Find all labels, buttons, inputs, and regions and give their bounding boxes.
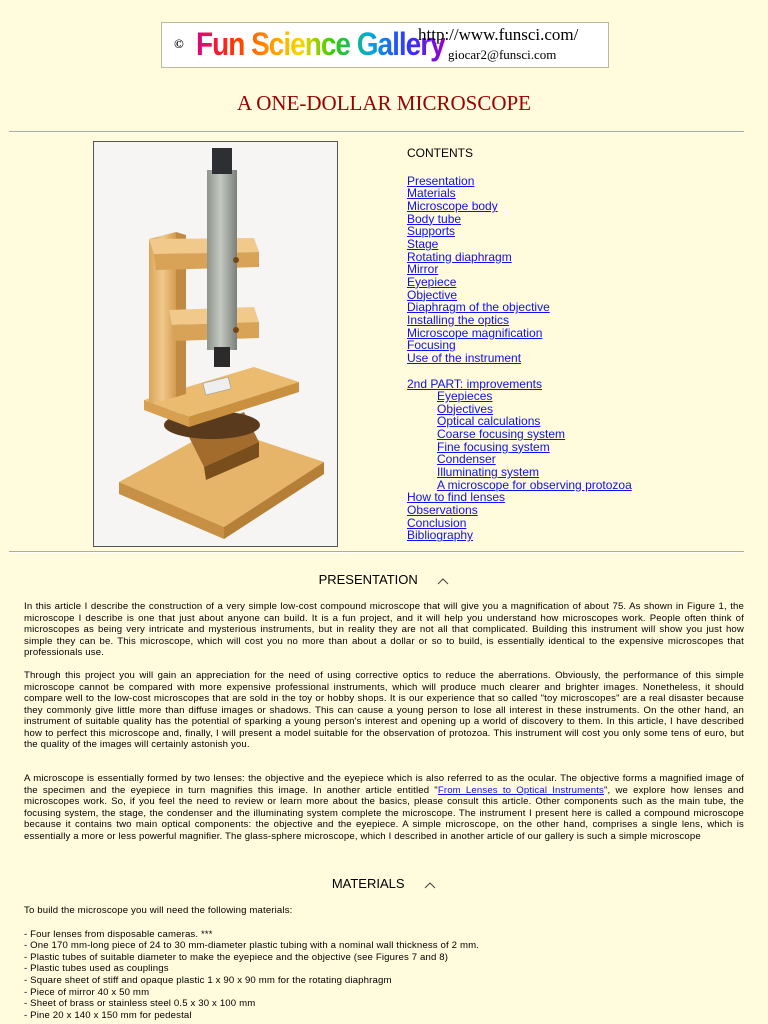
list-item: - Sheet of brass or stainless steel 0.5 x 30 x 100 mm — [24, 998, 256, 1010]
list-spacer — [24, 917, 744, 929]
site-banner[interactable] — [161, 22, 609, 68]
toc-sublink[interactable]: Optical calculations — [437, 414, 541, 429]
list-item: - Four lenses from disposable cameras. *** — [24, 928, 213, 940]
materials-list — [24, 905, 744, 1021]
toc-link-part2[interactable]: 2nd PART: improvements — [407, 376, 542, 391]
site-email: giocar2@funsci.com — [448, 47, 557, 62]
toc-link[interactable]: Focusing — [407, 338, 456, 353]
toc-link[interactable]: Installing the optics — [407, 312, 510, 327]
toc-link[interactable]: Supports — [407, 224, 456, 239]
divider — [9, 131, 744, 133]
toc-sublink[interactable]: A microscope for observing protozoa — [437, 477, 632, 492]
materials-heading-text: MATERIALS — [331, 876, 405, 891]
materials-heading — [0, 876, 768, 891]
presentation-heading-text: PRESENTATION — [318, 572, 418, 587]
toc-link[interactable]: How to find lenses — [407, 490, 506, 505]
toc-link[interactable]: Mirror — [407, 262, 439, 277]
toc-link[interactable]: Objective — [407, 287, 458, 302]
lenses-article-link[interactable]: From Lenses to Optical Instruments — [437, 784, 604, 796]
microscope-photo — [93, 141, 338, 547]
page-title: A ONE-DOLLAR MICROSCOPE — [236, 91, 532, 115]
presentation-paragraph-2: Through this project you will gain an appreciation for the need of using corrective optics to reduce the aberrations. Obviously, the performance of this simple microscope cannot be compared with more expensive professional instruments, which will produce much clearer and brighter images. Nonetheless, it should compare well to the low-cost microscopes that are sold in the toy or hobby shops. It is our experience that so called "toy microscopes" are a real disaster because they commonly give little more than diffuse images or shadows. This can cause a young person to lose all interest in these instruments. On the other hand, an instrument of suitable quality has the potential of sparking a young person's interest and opening up a world of discovery to them. In this article, I have described how to perfect this microscope and, finally, I will present a model suitable for the observation of protozoa. This instrument will cost you only some tens of euro, but the quality of the images will certainly astonish you. — [24, 670, 744, 750]
toc-spacer — [407, 365, 632, 378]
list-item: - Pine 20 x 140 x 150 mm for pedestal — [24, 1009, 192, 1021]
table-of-contents — [407, 147, 632, 542]
toc-sublink[interactable]: Condenser — [437, 452, 496, 467]
site-url: http://www.funsci.com/ — [418, 25, 579, 44]
back-to-top-icon[interactable] — [437, 577, 449, 585]
toc-link[interactable]: Bibliography — [407, 528, 474, 543]
list-item: - Plastic tubes used as couplings — [24, 963, 169, 975]
toc-link[interactable]: Body tube — [407, 211, 462, 226]
toc-link[interactable]: Microscope body — [407, 198, 498, 213]
list-item: - Piece of mirror 40 x 50 mm — [24, 986, 150, 998]
toc-sublink[interactable]: Illuminating system — [437, 465, 540, 480]
toc-link[interactable]: Rotating diaphragm — [407, 249, 512, 264]
toc-link[interactable]: Microscope magnification — [407, 325, 543, 340]
list-item: - Plastic tubes of suitable diameter to make the eyepiece and the objective (see Figures 7 and 8) — [24, 951, 449, 963]
presentation-paragraph-3 — [24, 773, 744, 842]
toc-link[interactable]: Materials — [407, 186, 456, 201]
list-item: - Square sheet of stiff and opaque plastic 1 x 90 x 90 mm for the rotating diaphragm — [24, 974, 392, 986]
toc-link[interactable]: Conclusion — [407, 515, 467, 530]
toc-link[interactable]: Use of the instrument — [407, 350, 522, 365]
paragraph-text: A microscope is essentially formed by two lenses: the objective and the eyepiece which is also referred to as the ocular. The objective forms a magnified image of the specimen and the eyepiece in turn magnifies this image. In another article entitled " — [24, 773, 744, 796]
copyright-symbol: © — [174, 36, 184, 51]
toc-link[interactable]: Observations — [407, 503, 478, 518]
toc-link[interactable]: Diaphragm of the objective — [407, 300, 550, 315]
toc-link[interactable]: Presentation — [407, 173, 475, 188]
contents-title: CONTENTS — [407, 146, 473, 160]
presentation-heading — [0, 572, 768, 587]
list-item: - One 170 mm-long piece of 24 to 30 mm-diameter plastic tubing with a nominal wall thickness of 2 mm. — [24, 940, 480, 952]
presentation-paragraph-1: In this article I describe the construction of a very simple low-cost compound microscope that will give you a magnification of about 75. As shown in Figure 1, the microscope I describe is one that just about anyone can build. It is a fun project, and it will help you understand how microscopes work. People often think of microscopes as being very intricate and mysterious instruments, but in reality they are not all that complicated. Building this instrument will show you just how simple they can be. This microscope, which will cost you no more than about a dollar or so to build, is essentially identical to the expensive microscopes that professionals use. — [24, 601, 744, 658]
paragraph-text: ", we explore how lenses and microscopes work. So, if you feel the need to review or learn more about the basics, please consult this article. Other components such as the main tube, the focusing system, the stage, the condenser and the illuminating system complete the microscope. The instrument I present here is called a compound microscope because it contains two main optical components: the objective and the eyepiece. A simple microscope, on the other hand, comprises a single lens, which is essentially a more or less powerful magnifier. The glass-sphere microscope, which I described in another article of our gallery is such a simple microscope — [24, 784, 744, 842]
toc-sublink[interactable]: Eyepieces — [437, 389, 493, 404]
toc-link[interactable]: Stage — [407, 236, 439, 251]
toc-link[interactable]: Eyepiece — [407, 274, 457, 289]
toc-sublink[interactable]: Coarse focusing system — [437, 427, 566, 442]
site-logo: Fun Science Gallery — [196, 26, 445, 62]
toc-sublink[interactable]: Objectives — [437, 401, 494, 416]
back-to-top-icon[interactable] — [424, 881, 436, 889]
materials-intro: To build the microscope you will need the following materials: — [24, 905, 293, 916]
divider — [9, 551, 744, 553]
toc-sublink[interactable]: Fine focusing system — [437, 439, 550, 454]
